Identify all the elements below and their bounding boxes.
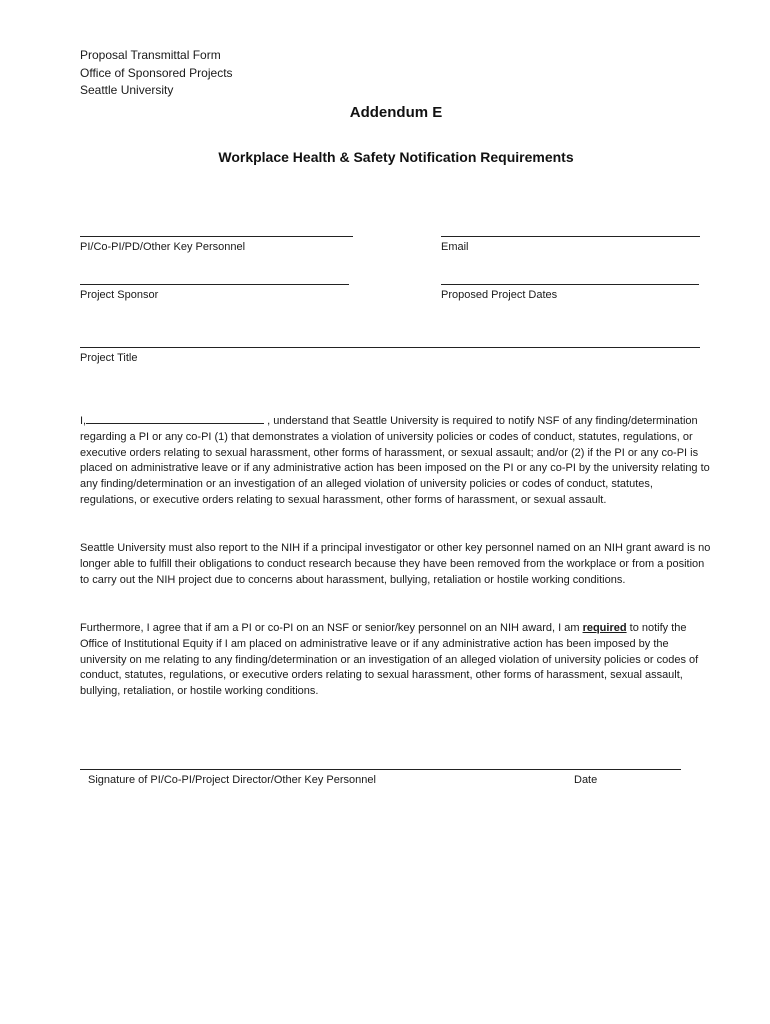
nih-reporting-paragraph: Seattle University must also report to the NIH if a principal investigator or other key personnel named on an NIH grant award is no longer able to fulfill their obligations to conduct research because they have been removed from the workplace or from a position to carry out the NIH project due to concerns about harassment, bullying, retaliation or hostile working conditions.: [80, 542, 711, 586]
acknowledgment-paragraph: [80, 413, 712, 509]
personnel-field[interactable]: [80, 236, 353, 237]
page-title: Addendum E: [349, 104, 443, 121]
paragraph-lead: I,: [80, 415, 87, 427]
form-name: Proposal Transmittal Form: [80, 48, 221, 62]
university-name: Seattle University: [80, 83, 174, 97]
personnel-label: PI/Co-PI/PD/Other Key Personnel: [80, 241, 246, 253]
agreement-text-before: Furthermore, I agree that if am a PI or co-PI on an NSF or senior/key personnel on an NIH award, I am: [80, 622, 583, 634]
project-dates-field[interactable]: [441, 284, 699, 285]
project-title-label: Project Title: [80, 352, 138, 364]
sponsor-label: Project Sponsor: [80, 289, 159, 301]
agreement-paragraph: [80, 621, 712, 700]
date-label: Date: [574, 774, 598, 786]
email-field[interactable]: [441, 236, 700, 237]
signature-field[interactable]: [80, 769, 681, 770]
office-name: Office of Sponsored Projects: [80, 65, 233, 80]
agreement-text-after: to notify the Office of Institutional Equity if I am placed on administrative leave or if any administrative action has been imposed by the university on me relating to any finding/determination or an investigation of an alleged violation of university policies or codes of conduct, statutes, regulations, or executive orders relating to sexual harassment, other forms of harassment, sexual assault, bullying, retaliation, or hostile working conditions.: [80, 622, 699, 698]
name-blank-field[interactable]: [86, 413, 264, 424]
email-label: Email: [441, 241, 469, 253]
page-subtitle: Workplace Health & Safety Notification Requirements: [218, 149, 574, 165]
required-emphasis: required: [582, 622, 627, 634]
project-dates-label: Proposed Project Dates: [441, 289, 558, 301]
project-title-field[interactable]: [80, 347, 700, 348]
paragraph-text: , understand that Seattle University is required to notify NSF of any finding/determination regarding a PI or any co-PI (1) that demonstrates a violation of university policies or codes of conduct, statutes, regulations, or executive orders relating to sexual harassment, other forms of harassment, or sexual assault; and/or (2) if the PI or any co-PI is placed on administrative leave or if any administrative action has been imposed on the PI or any co-PI by the university relating to any finding/determination or an investigation of an alleged violation of university policies or codes of conduct, statutes, regulations, or executive orders relating to sexual harassment, other forms of harassment, or sexual assault.: [80, 415, 710, 506]
sponsor-field[interactable]: [80, 284, 349, 285]
signature-label: Signature of PI/Co-PI/Project Director/Other Key Personnel: [88, 774, 376, 786]
